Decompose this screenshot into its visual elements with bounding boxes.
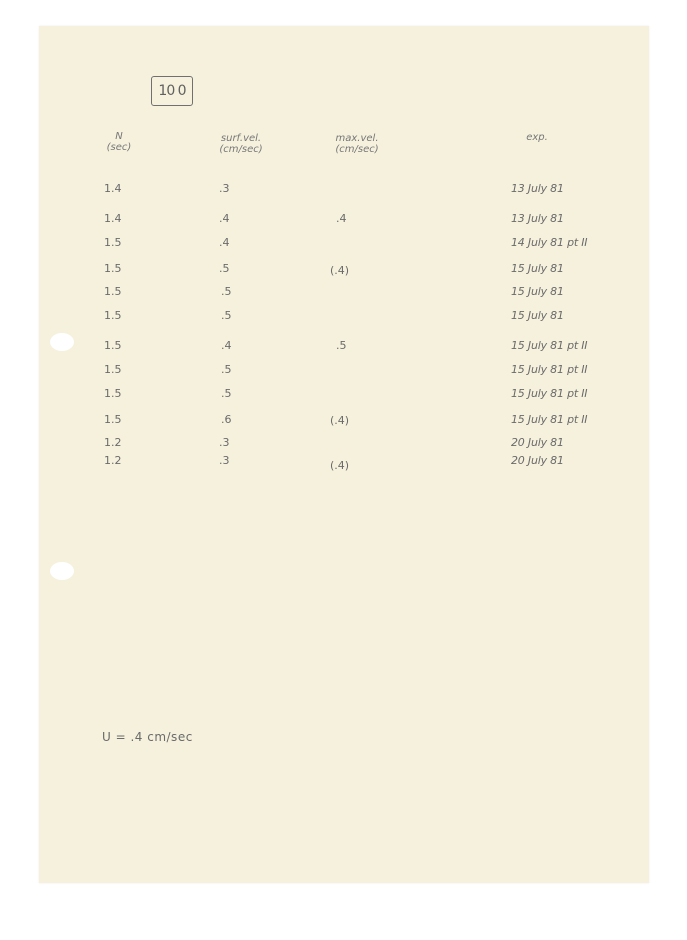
row-3-exp: 14 July 81 pt II <box>511 236 588 249</box>
row-5-exp: 15 July 81 <box>511 285 564 298</box>
header-max-velocity <box>323 133 391 155</box>
row-11-n: 1.2 <box>104 436 122 449</box>
row-3-n: 1.5 <box>104 236 122 249</box>
row-10-max: (.4) <box>330 414 350 427</box>
row-11-surf: .3 <box>219 436 230 449</box>
row-8-exp: 15 July 81 pt II <box>511 363 588 376</box>
row-1-surf: .3 <box>219 182 230 195</box>
punch-hole-top <box>50 333 74 351</box>
row-7-surf: .4 <box>221 339 232 352</box>
row-5-n: 1.5 <box>104 285 122 298</box>
row-6-n: 1.5 <box>104 309 122 322</box>
header-n-line1: N <box>115 131 123 142</box>
row-12-n: 1.2 <box>104 454 122 467</box>
row-7-max: .5 <box>336 339 347 352</box>
row-7-n: 1.5 <box>104 339 122 352</box>
row-1-n: 1.4 <box>104 182 122 195</box>
row-1-exp: 13 July 81 <box>511 182 564 195</box>
row-4-surf: .5 <box>219 262 230 275</box>
header-exp-line1: exp. <box>526 132 548 143</box>
row-4-n: 1.5 <box>104 262 122 275</box>
row-12-exp: 20 July 81 <box>511 454 564 467</box>
row-7-exp: 15 July 81 pt II <box>511 339 588 352</box>
row-9-surf: .5 <box>221 387 232 400</box>
row-11-exp: 20 July 81 <box>511 436 564 449</box>
row-10-surf: .6 <box>221 413 232 426</box>
row-8-surf: .5 <box>221 363 232 376</box>
row-6-surf: .5 <box>221 309 232 322</box>
header-surf-line2: (cm/sec) <box>219 144 263 155</box>
header-max-line1: max.vel. <box>335 133 379 144</box>
header-surf-line1: surf.vel. <box>220 133 262 144</box>
row-12-max: (.4) <box>330 459 350 472</box>
row-2-n: 1.4 <box>104 212 122 225</box>
row-2-max: .4 <box>336 212 347 225</box>
page-number-box: 10 0 <box>151 76 193 106</box>
row-9-exp: 15 July 81 pt II <box>511 387 588 400</box>
paper-sheet <box>39 26 649 883</box>
row-5-surf: .5 <box>221 285 232 298</box>
header-n-line2: (sec) <box>106 142 132 153</box>
row-2-exp: 13 July 81 <box>511 212 564 225</box>
footer-note: U = .4 cm/sec <box>102 730 193 744</box>
row-9-n: 1.5 <box>104 387 122 400</box>
row-8-n: 1.5 <box>104 363 122 376</box>
row-4-max: (.4) <box>330 264 350 277</box>
row-3-surf: .4 <box>219 236 230 249</box>
header-surface-velocity <box>207 133 275 155</box>
row-6-exp: 15 July 81 <box>511 309 564 322</box>
row-4-exp: 15 July 81 <box>511 262 564 275</box>
punch-hole-bottom <box>50 562 74 580</box>
row-10-n: 1.5 <box>104 413 122 426</box>
row-2-surf: .4 <box>219 212 230 225</box>
header-max-line2: (cm/sec) <box>335 144 379 155</box>
header-exp <box>517 132 557 143</box>
header-n <box>101 131 137 153</box>
row-10-exp: 15 July 81 pt II <box>511 413 588 426</box>
row-12-surf: .3 <box>219 454 230 467</box>
